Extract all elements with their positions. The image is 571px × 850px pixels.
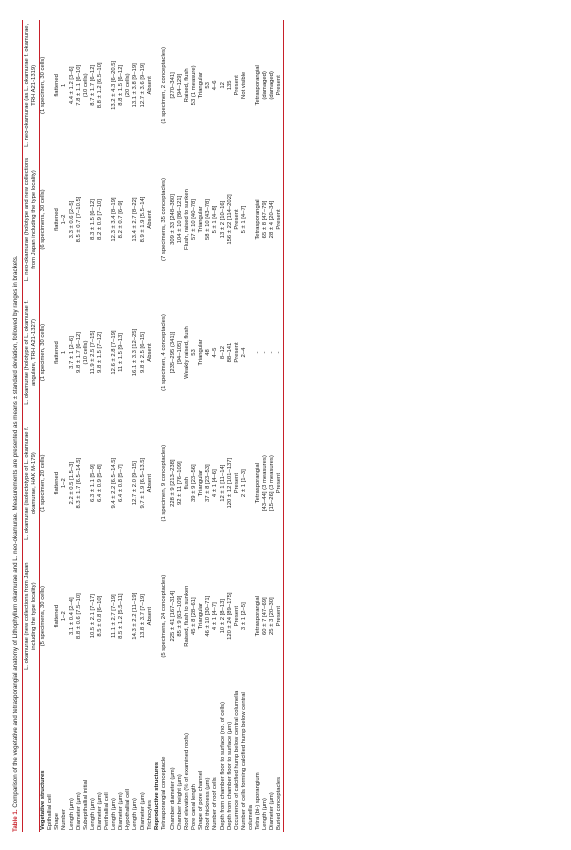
table-cell: -	[262, 351, 269, 354]
row-label: Hypothallial cell	[125, 789, 132, 830]
table-cell	[154, 288, 161, 416]
table-cell: 28 ± 4 [20–34]	[269, 200, 276, 239]
table-cell: 57 ± 10 [40–78]	[191, 199, 198, 240]
table-cell: 39 ± 9 [23–56]	[191, 464, 198, 502]
row-label: Roof elevation (% of examined roofs)	[184, 733, 191, 830]
table-row	[69, 20, 76, 832]
row-label: Tetrasporangial conceptacle	[160, 756, 167, 830]
table-cell: 309 ± 33 [248–380]	[169, 194, 176, 245]
table-cell: 12.3 ± 3.4 [8–19]	[111, 197, 118, 242]
row-label: Number	[61, 809, 68, 830]
table-cell: (5 specimens, 30 cells)	[40, 586, 47, 647]
header-row	[23, 20, 40, 832]
table-cell: 4.4 ± 1.2 [3–6]	[68, 66, 75, 105]
row-label: Depth from chamber floor to surface (μm)	[226, 721, 233, 830]
table-cell: Absent	[146, 210, 153, 229]
table-row	[191, 20, 198, 832]
table-cell: 45 ± 8 [28–61]	[191, 597, 198, 635]
table-cell: 25 ± 3 [20–30]	[269, 597, 276, 635]
table-cell: 14.3 ± 2.2 [11–19]	[132, 592, 139, 640]
table-row	[90, 20, 97, 832]
table-row	[125, 20, 132, 832]
table-cell: 1	[61, 350, 68, 355]
table-cell: 8.9 ± 1.9 [5.5–14]	[139, 196, 146, 243]
table-cell	[154, 151, 161, 289]
table-cell: Raised, flush	[184, 68, 191, 103]
table-cell: 9.4 ± 2.2 [6.5–14.5]	[111, 457, 118, 509]
table-cell	[104, 20, 111, 151]
table-container	[12, 20, 284, 832]
table-cell	[47, 20, 54, 151]
table-cell: Tetrasporangial	[255, 463, 261, 504]
table-cell: Triangular	[198, 339, 205, 366]
table-cell: flattened	[54, 341, 61, 364]
table-cell: 5 ± 1 [4–7]	[240, 205, 247, 234]
table-cell: (1 specimen, 30 cells)	[40, 323, 47, 382]
table-row	[220, 20, 227, 832]
table-cell: Triangular	[198, 206, 205, 233]
table-cell: Present	[233, 342, 240, 363]
table-cell: 3.7 ± 1 [2–6]	[68, 336, 75, 369]
table-cell: Weakly raised, flush	[184, 326, 191, 379]
table-cell: 8.2 ± 0.7 [6–9]	[118, 200, 125, 239]
table-cell: Present	[276, 20, 284, 151]
table-cell: Raised, flush to sunken	[184, 585, 191, 647]
table-row	[170, 20, 177, 832]
table-cell: [43–44] (3 measures)	[262, 455, 269, 512]
table-row	[177, 20, 184, 832]
table-cell: Present	[276, 151, 284, 289]
table-cell: 12	[219, 82, 226, 89]
table-cell: 4 ± 1 [4–7]	[212, 602, 219, 631]
table-row	[227, 20, 234, 832]
table-cell: (10 cells)	[82, 340, 89, 365]
table-caption	[12, 20, 20, 832]
table-cell: 120 ± 12 [101–137]	[226, 457, 233, 509]
table-row	[255, 20, 262, 832]
table-cell: 8–12	[219, 345, 226, 360]
table-cell: Present	[233, 209, 240, 230]
table-cell	[125, 288, 132, 416]
table-cell: 8.8 ± 0.6 [7.5–10]	[75, 593, 82, 640]
table-cell: (1 specimen, 2 conceptacles)	[160, 47, 167, 124]
table-row	[184, 20, 191, 832]
table-cell: 13.1 ± 3.8 [9–19]	[132, 63, 139, 108]
table-cell: 37 ± 8 [23–53]	[205, 464, 212, 502]
table-cell	[125, 550, 132, 683]
table-cell	[47, 417, 54, 550]
table-cell: 1	[61, 83, 68, 87]
row-label: Epithallial cell	[47, 794, 54, 830]
table-cell: 8.3 ± 1.7 [6.5–14.5]	[75, 457, 82, 509]
table-cell: 7.8 ± 1.1 [6–10]	[75, 64, 82, 106]
table-cell: 13.4 ± 2.7 [8–22]	[132, 197, 139, 242]
table-cell: 11.9 ± 2.5 [7–15]	[89, 330, 96, 375]
table-cell: Present	[233, 606, 240, 627]
table-cell	[47, 550, 54, 683]
table-row	[198, 20, 205, 832]
table-cell: 53 (1 measure)	[191, 65, 198, 106]
table-row	[147, 20, 154, 832]
table-cell: Present	[276, 550, 284, 683]
table-cell: (7 specimens, 35 conceptacles)	[160, 178, 167, 261]
table-cell: 1–2	[61, 214, 68, 225]
row-label: Subepithallial initial	[82, 779, 89, 830]
table-cell: 12.7 ± 3.6 [9–19]	[139, 63, 146, 108]
table-cell: 3.3 ± 0.6 [2–5]	[68, 200, 75, 239]
table-row	[104, 20, 111, 832]
table-cell: 6.4 ± 0.8 [5–7]	[118, 464, 125, 502]
table-cell: 6.3 ± 1.1 [5–9]	[89, 464, 96, 502]
row-label: Length (μm)	[89, 798, 96, 830]
table-row	[154, 20, 161, 832]
row-label: Length (μm)	[111, 798, 118, 830]
table-cell: 9.7 ± 1.9 [6.5–13.5]	[139, 457, 146, 509]
column-header: L. okamurae (isolectotype of L. okamurae f. okamurae, HAK M-179)	[23, 417, 40, 550]
row-label: Length (μm)	[68, 798, 75, 830]
table-cell: 228 ± 9 [213–238]	[169, 459, 176, 507]
table-cell: 13.8 ± 3.7 [7–19]	[139, 594, 146, 639]
table-cell: 13 ± 2 [10–16]	[219, 200, 226, 239]
table-cell: (damaged)	[269, 71, 276, 100]
table-cell: Tetrasporangial	[255, 65, 261, 106]
table-cell: 1–2	[61, 478, 68, 489]
table-cell: Present	[276, 417, 284, 550]
table-body	[40, 20, 284, 832]
table-cell: 120 ± 24 [89–175]	[226, 592, 233, 640]
table-cell	[154, 550, 161, 683]
table-cell: 9.8 ± 2.5 [6–15]	[139, 332, 146, 373]
row-label: Number of cells forming calcified hump below central columella	[240, 692, 254, 830]
table-cell: Absent	[146, 76, 153, 95]
table-row	[76, 20, 83, 832]
table-cell: Triangular	[198, 72, 205, 99]
column-header: L. okamurae (holotype of L. okamurae f. angulare, TRH A21-1327)	[23, 288, 40, 416]
row-label: Diameter (μm)	[139, 792, 146, 830]
row-label: Perithallial cell	[104, 792, 111, 830]
table-cell: Tetrasporangial	[255, 596, 261, 637]
row-label: Diameter (μm)	[269, 792, 276, 830]
row-label: Roof thickness (μm)	[205, 777, 212, 830]
table-cell: 3 ± 1 [2–5]	[240, 602, 247, 631]
table-row	[61, 20, 68, 832]
table-cell: 92 ± 11 [76–109]	[176, 461, 183, 506]
table-cell: [235–295 (341)]	[169, 331, 176, 374]
table-cell: (1 specimen, 9 conceptacles)	[160, 444, 167, 522]
table-cell: flattened	[54, 471, 61, 495]
table-row	[262, 20, 269, 832]
table-cell: 8.8 ± 1.2 [6.5–10]	[96, 62, 103, 109]
table-cell: 8.3 ± 1.5 [6–12]	[89, 199, 96, 240]
table-cell	[47, 151, 54, 289]
row-label: Chamber height (μm)	[176, 774, 183, 830]
table-cell: 104 ± 10 [86–121]	[176, 195, 183, 244]
row-label: Diameter (μm)	[118, 792, 125, 830]
table-cell: 8.5 ± 0.8 [6–10]	[96, 595, 103, 637]
row-label: Occurrence of calcified hump below central columella	[233, 690, 240, 830]
table-cell: 12 ± 1 [11–14]	[219, 464, 226, 502]
table-row	[40, 20, 48, 832]
table-cell: flattened	[54, 74, 61, 97]
table-row	[269, 20, 276, 832]
row-label: Chamber diameter (μm)	[169, 767, 176, 830]
table-cell: (6 specimens, 30 cells)	[40, 189, 47, 250]
row-label: Shape of pore channel	[198, 770, 205, 830]
table-cell: Tetrasporangial	[255, 199, 261, 240]
row-label: Shape	[54, 812, 61, 830]
table-cell: 3.1 ± 0.4 [2–4]	[68, 597, 75, 635]
table-label: Table 1.	[12, 809, 19, 832]
caption-text: Comparison of the vegetative and tetrasporangial anatomy of Lithophyllum okamurae and L. neo-okamurae. Measurements are presented as means ± standard deviation, followed by ranges in brackets.	[12, 255, 19, 810]
table-cell: [94–129]	[176, 73, 183, 97]
table-row	[83, 20, 90, 832]
table-cell: -	[269, 351, 276, 354]
table-cell: 2.2 ± 0.5 [1.5–3]	[68, 461, 75, 505]
table-row	[47, 20, 54, 832]
row-label: Pore canal length	[191, 784, 198, 830]
table-cell: (10 cells)	[82, 73, 89, 98]
table-cell: 225 ± 41 [167–314]	[169, 590, 176, 642]
table-cell: 58 ± 10 [43–78]	[205, 199, 212, 240]
table-row	[118, 20, 125, 832]
row-label: Vegetative structures	[40, 770, 47, 830]
column-header: L. neo-okamurae (holotype and new collections from Japan including the type locality)	[23, 151, 40, 289]
table-row	[161, 20, 170, 832]
table-cell: (1 specimen, 4 conceptacles)	[160, 314, 167, 391]
table-row	[97, 20, 104, 832]
table-row	[140, 20, 147, 832]
table-cell: 46 ± 10 [30–71]	[205, 595, 212, 637]
table-cell: 6.4 ± 0.9 [5–8]	[96, 464, 103, 502]
table-cell: 156 ± 22 [114–202]	[226, 194, 233, 245]
table-cell	[104, 288, 111, 416]
row-label: Length (μm)	[132, 798, 139, 830]
table-cell: Absent	[146, 343, 153, 362]
row-label: Number of roof cells	[212, 777, 219, 830]
column-header-feature	[23, 683, 40, 832]
row-label: Diameter (μm)	[96, 792, 103, 830]
table-cell: 48	[205, 349, 212, 356]
row-label: Depth from chamber floor to surface (no. of cells)	[219, 701, 226, 830]
table-cell: 11 ± 1.5 [9–13]	[118, 333, 125, 372]
table-cell: 5 ± 1 [4–8]	[212, 205, 219, 234]
table-cell: 4–6	[212, 80, 219, 91]
table-cell	[125, 151, 132, 289]
table-cell: 12.6 ± 2.8 [7–19]	[111, 330, 118, 375]
row-label: Diameter (μm)	[75, 792, 82, 830]
table-cell: Present	[233, 75, 240, 96]
row-label: Length (μm)	[262, 798, 269, 830]
table-row	[132, 20, 139, 832]
table-cell	[125, 417, 132, 550]
table-cell: Absent	[146, 607, 153, 626]
table-cell: 11.1 ± 2.7 [7–19]	[111, 594, 118, 639]
table-cell: Present	[233, 473, 240, 494]
table-cell: 4 ± 1 [4–6]	[212, 469, 219, 498]
table-cell: (damaged)	[262, 71, 269, 100]
table-cell	[47, 288, 54, 416]
table-cell: (20 cells)	[125, 73, 132, 98]
row-label: Trichocytes	[146, 800, 153, 830]
column-header: L. neo-okamurae (as L. okamurae f. okamurae, TRH A21-1319)	[23, 20, 40, 151]
table-cell: 4–5	[212, 347, 219, 358]
table-cell	[104, 151, 111, 289]
table-row	[212, 20, 219, 832]
table-cell: 16.1 ± 3.3 [12–25]	[132, 328, 139, 377]
table-cell: [15–26] (3 measures)	[269, 455, 276, 512]
table-cell	[83, 151, 90, 289]
table-row	[205, 20, 212, 832]
table-cell	[104, 417, 111, 550]
table-row	[54, 20, 61, 832]
table-cell: 8.5 ± 1.2 [5.5–11]	[118, 593, 125, 639]
table-cell: 10 ± 2 [8–13]	[219, 599, 226, 634]
table-row	[241, 20, 255, 832]
table-cell: 53	[205, 82, 212, 89]
table-cell: 8.5 ± 0.7 [7–10.5]	[75, 196, 82, 243]
table-cell: 1–2	[61, 611, 68, 622]
table-cell: [270–341]	[169, 72, 176, 99]
table-row	[234, 20, 241, 832]
table-cell: Triangular	[198, 603, 205, 630]
table-cell: 85 ± 9 [63–109]	[176, 595, 183, 637]
table-cell	[83, 550, 90, 683]
row-label: Tetra (bi-) sporangium	[255, 772, 261, 830]
table-cell: 10.5 ± 2.1 [7–17]	[89, 594, 96, 639]
table-cell	[154, 20, 161, 151]
table-row	[111, 20, 118, 832]
table-cell: [94–105]	[176, 341, 183, 364]
table-cell: 2–4	[240, 347, 247, 358]
table-cell: flattened	[54, 604, 61, 628]
table-cell: Absent	[146, 474, 153, 493]
table-cell: 8.2 ± 0.9 [7–10]	[96, 199, 103, 240]
table-cell: flattened	[54, 208, 61, 231]
table-cell: 9.8 ± 1.7 [6–12]	[75, 332, 82, 373]
table-cell: 8.8 ± 1.5 [6–12]	[118, 64, 125, 106]
row-label: Reproductive structures	[153, 761, 160, 830]
table-cell: 60 ± 7 [47–69]	[262, 597, 269, 635]
table-cell: Triangular	[198, 470, 205, 497]
table-cell: 2 ± 1 [1–3]	[240, 469, 247, 498]
column-header: L. okamurae (new collections from Japan including the type locality)	[23, 550, 40, 683]
table-cell: 13.2 ± 4.3 [6–20.5]	[111, 60, 118, 110]
table-cell	[83, 417, 90, 550]
table-cell: Not visible	[240, 71, 247, 99]
table-cell	[154, 417, 161, 550]
table-cell: 65 ± 8 [47–79]	[262, 200, 269, 239]
table-cell: 53	[191, 349, 198, 356]
table-cell: (5 specimens, 24 conceptacles)	[160, 574, 167, 658]
row-label: Buried conceptacles	[276, 683, 284, 832]
table-cell: 12.7 ± 2.0 [9–15]	[132, 461, 139, 506]
table-cell: 135	[226, 80, 233, 91]
table-cell	[104, 550, 111, 683]
table-row	[276, 20, 284, 832]
table-cell: -	[255, 351, 261, 354]
table-cell: (1 specimen, 20 cells)	[40, 454, 47, 512]
table-cell: flush	[184, 476, 191, 490]
table-cell: Flush, raised to sunken	[184, 189, 191, 250]
table-cell: (1 specimen, 30 cells)	[40, 56, 47, 114]
table-cell: 8.7 ± 1.7 [6–12]	[89, 64, 96, 106]
table-cell: 9.8 ± 1.5 [7–12]	[96, 332, 103, 373]
table-cell: -	[276, 288, 284, 416]
table-cell: 88–141	[226, 342, 233, 363]
comparison-table	[22, 20, 284, 832]
